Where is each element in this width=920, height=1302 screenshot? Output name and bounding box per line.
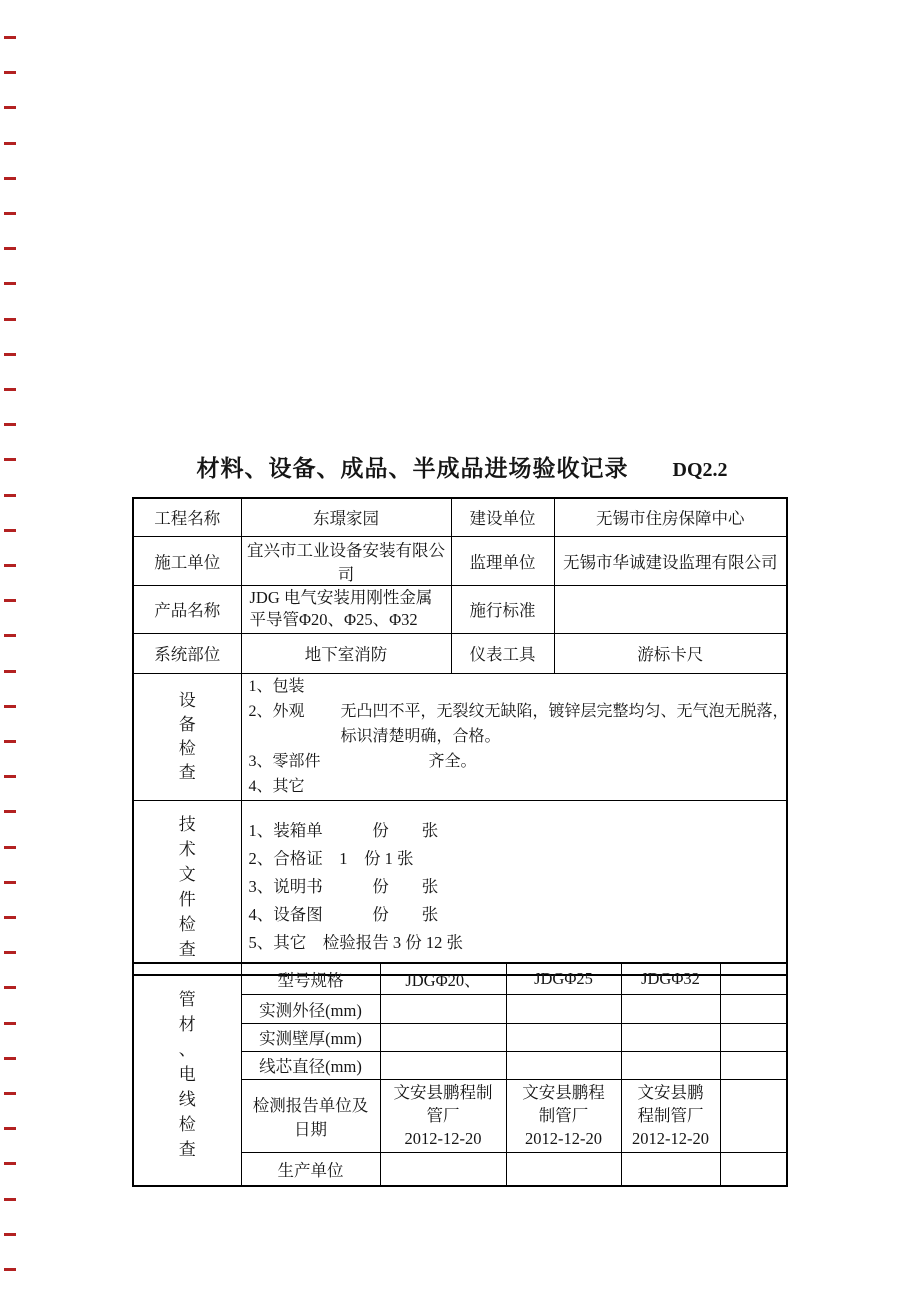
margin-change-mark	[4, 458, 16, 461]
supervisor-label: 监理单位	[451, 536, 554, 585]
device-check-section-label: 设备检查	[133, 673, 241, 800]
table-row	[133, 498, 787, 536]
margin-change-mark	[4, 810, 16, 813]
margin-change-mark	[4, 529, 16, 532]
margin-change-mark	[4, 775, 16, 778]
margin-change-mark	[4, 951, 16, 954]
product-name-line2: 平导管Φ20、Φ25、Φ32	[249, 610, 418, 629]
device-check-row	[133, 673, 787, 800]
standard-label: 施行标准	[451, 585, 554, 633]
device-check-line3: 标识清楚明确，合格。	[340, 728, 501, 745]
model-value-3: JDGΦ32	[621, 963, 720, 994]
margin-change-mark	[4, 705, 16, 708]
report-cell-4	[720, 1079, 787, 1152]
tech-check-line1: 1、装箱单 份 张	[248, 821, 439, 841]
model-value-2: JDGΦ25	[506, 963, 621, 994]
system-part-label: 系统部位	[133, 633, 241, 673]
info-table	[132, 497, 788, 976]
model-value-1: JDGΦ20、	[380, 963, 506, 994]
product-name-value	[241, 585, 451, 633]
margin-change-mark	[4, 1198, 16, 1201]
margin-change-mark	[4, 353, 16, 356]
core-diameter-label: 线芯直径(mm)	[241, 1051, 380, 1079]
report-cell-1: 文安县鹏程制 管厂 2012-12-20	[380, 1079, 506, 1152]
margin-change-mark	[4, 423, 16, 426]
instrument-label: 仪表工具	[451, 633, 554, 673]
margin-change-mark	[4, 494, 16, 497]
tech-check-content	[241, 800, 787, 975]
model-row	[133, 963, 787, 994]
margin-change-mark	[4, 71, 16, 74]
pipe-check-table	[132, 962, 788, 1187]
builder-label: 施工单位	[133, 536, 241, 585]
margin-change-mark	[4, 740, 16, 743]
margin-change-mark	[4, 1057, 16, 1060]
construction-org-value: 无锡市住房保障中心	[554, 498, 787, 536]
device-check-content	[241, 673, 787, 800]
table-row	[133, 633, 787, 673]
margin-change-mark	[4, 670, 16, 673]
margin-change-mark	[4, 1268, 16, 1271]
system-part-value: 地下室消防	[241, 633, 451, 673]
margin-change-mark	[4, 1127, 16, 1130]
margin-change-mark	[4, 916, 16, 919]
product-name-label: 产品名称	[133, 585, 241, 633]
builder-value: 宜兴市工业设备安装有限公司	[241, 536, 451, 585]
device-check-line1: 1、包装	[248, 678, 305, 695]
margin-change-mark	[4, 1092, 16, 1095]
instrument-value: 游标卡尺	[554, 633, 787, 673]
project-name-value: 东璟家园	[241, 498, 451, 536]
margin-change-mark	[4, 106, 16, 109]
device-check-line5: 4、其它	[248, 778, 305, 795]
supervisor-value: 无锡市华诚建设监理有限公司	[554, 536, 787, 585]
tech-check-row	[133, 800, 787, 975]
tech-check-line3: 3、说明书 份 张	[248, 877, 439, 897]
product-name-line1: JDG 电气安装用刚性金属	[249, 588, 433, 607]
table-row	[133, 585, 787, 633]
wall-thickness-label: 实测壁厚(mm)	[241, 1023, 380, 1051]
page-title: 材料、设备、成品、半成品进场验收记录	[196, 456, 629, 481]
project-name-label: 工程名称	[133, 498, 241, 536]
margin-change-mark	[4, 212, 16, 215]
margin-change-mark	[4, 634, 16, 637]
margin-change-mark	[4, 282, 16, 285]
margin-change-mark	[4, 142, 16, 145]
tech-check-line2: 2、合格证 1 份 1 张	[248, 849, 414, 869]
margin-change-mark	[4, 564, 16, 567]
margin-change-mark	[4, 1233, 16, 1236]
device-check-line2: 2、外观 无凸凹不平，无裂纹无缺陷，镀锌层完整均匀、无气泡无脱落，	[248, 703, 789, 720]
margin-change-mark	[4, 36, 16, 39]
table-row	[133, 536, 787, 585]
margin-change-mark	[4, 986, 16, 989]
form-code: DQ2.2	[672, 459, 728, 481]
margin-change-mark	[4, 1162, 16, 1165]
margin-change-mark	[4, 177, 16, 180]
margin-change-mark	[4, 1022, 16, 1025]
standard-value	[554, 585, 787, 633]
report-cell-2: 文安县鹏程 制管厂 2012-12-20	[506, 1079, 621, 1152]
report-cell-3: 文安县鹏 程制管厂 2012-12-20	[621, 1079, 720, 1152]
model-label: 型号规格	[241, 963, 380, 994]
margin-change-mark	[4, 388, 16, 391]
outer-diameter-label: 实测外径(mm)	[241, 994, 380, 1023]
tech-check-line4: 4、设备图 份 张	[248, 905, 439, 925]
construction-org-label: 建设单位	[451, 498, 554, 536]
report-label: 检测报告单位及 日期	[241, 1079, 380, 1152]
tech-check-section-label: 技术文件检查	[133, 800, 241, 975]
margin-change-mark	[4, 599, 16, 602]
margin-change-mark	[4, 318, 16, 321]
margin-change-mark	[4, 846, 16, 849]
tech-check-line5: 5、其它 检验报告 3 份 12 张	[248, 933, 463, 953]
margin-change-mark	[4, 247, 16, 250]
pipe-check-section-label: 管材、电线检查	[133, 963, 241, 1186]
model-value-4	[720, 963, 787, 994]
device-check-line4: 3、零部件 齐全。	[248, 753, 477, 770]
producer-label: 生产单位	[241, 1152, 380, 1186]
margin-change-mark	[4, 881, 16, 884]
title-row	[132, 450, 792, 483]
